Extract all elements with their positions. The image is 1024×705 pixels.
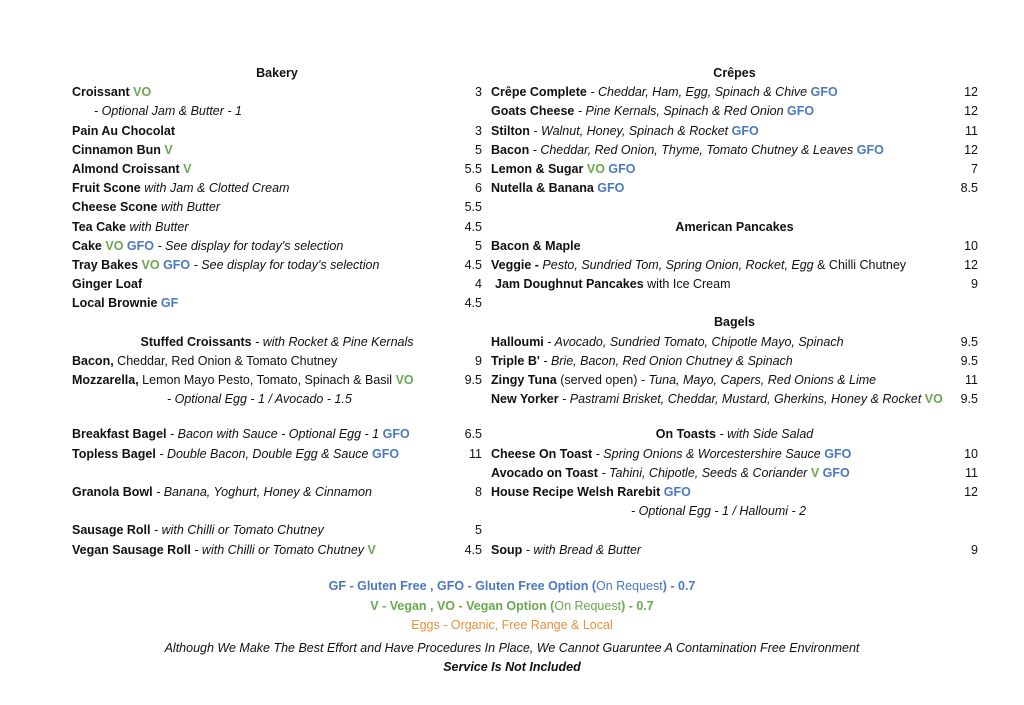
menu-item-line bbox=[491, 258, 906, 272]
menu-item-line bbox=[72, 220, 189, 234]
menu-item-price: 4 bbox=[475, 277, 482, 292]
menu-item-price: 3 bbox=[475, 85, 482, 100]
crepes-heading: Crêpes bbox=[713, 66, 756, 80]
menu-item-name: Zingy Tuna bbox=[491, 373, 557, 387]
menu-item-name: Vegan Sausage Roll bbox=[72, 542, 191, 557]
menu-item-line bbox=[72, 485, 372, 499]
dietary-tag: V bbox=[810, 465, 820, 480]
menu-item-price: 9 bbox=[971, 542, 978, 557]
option-note bbox=[72, 102, 482, 121]
menu-item-price: 10 bbox=[964, 238, 978, 253]
menu-item-price: 5 bbox=[475, 238, 482, 253]
menu-item-line bbox=[491, 277, 731, 291]
menu-item-name: Avocado on Toast bbox=[491, 465, 598, 480]
menu-item-name: Stilton bbox=[491, 123, 530, 138]
menu-item-price: 11 bbox=[965, 123, 978, 138]
toasts-heading-desc: - with Side Salad bbox=[719, 427, 814, 442]
menu-item-price: 6 bbox=[475, 181, 482, 196]
menu-item-price: 9.5 bbox=[960, 334, 978, 349]
menu-item-name: Cheese Scone bbox=[72, 200, 158, 215]
menu-item-line bbox=[72, 277, 142, 291]
menu-item-price: 12 bbox=[964, 484, 978, 499]
menu-item-desc: - Pine Kernals, Spinach & Red Onion bbox=[577, 104, 784, 119]
toasts-heading-title: On Toasts bbox=[655, 427, 716, 442]
option-note bbox=[72, 390, 482, 409]
menu-item-plain: & Chilli Chutney bbox=[817, 257, 907, 272]
soup-list bbox=[491, 541, 978, 560]
menu-item-name: Cheese On Toast bbox=[491, 446, 593, 461]
bagels-list bbox=[491, 333, 978, 410]
menu-item-name: Veggie - bbox=[491, 257, 539, 272]
menu-item-line bbox=[72, 523, 324, 537]
menu-item-name: Crêpe Complete bbox=[491, 85, 587, 100]
menu-item-price: 4.5 bbox=[464, 219, 482, 234]
menu-item-desc: - Double Bacon, Double Egg & Sauce bbox=[159, 446, 369, 461]
menu-item bbox=[72, 352, 482, 371]
menu-item bbox=[72, 179, 482, 198]
menu-item-price: 11 bbox=[965, 373, 978, 387]
menu-item-line bbox=[72, 427, 410, 441]
option-note-text: - Optional Jam & Butter - 1 bbox=[94, 104, 242, 119]
menu-item bbox=[491, 179, 978, 198]
dietary-tag: V bbox=[164, 142, 173, 157]
menu-item-price: 4.5 bbox=[464, 296, 482, 311]
menu-item-desc: - Walnut, Honey, Spinach & Rocket bbox=[533, 123, 729, 138]
dietary-tag: GFO bbox=[731, 123, 759, 138]
service-note: Service Is Not Included bbox=[443, 660, 581, 674]
menu-item-name: Soup bbox=[491, 542, 523, 557]
dietary-tag: GFO bbox=[824, 446, 852, 461]
menu-item-name: Goats Cheese bbox=[491, 104, 575, 119]
menu-item-desc: Pesto, Sundried Tom, Spring Onion, Rocket, Egg bbox=[542, 257, 814, 272]
menu-item bbox=[72, 83, 482, 102]
menu-item-line bbox=[72, 124, 175, 138]
menu-item-desc: - with Chilli or Tomato Chutney bbox=[194, 542, 365, 557]
menu-item-name: Pain Au Chocolat bbox=[72, 123, 176, 138]
menu-item-line bbox=[72, 543, 376, 557]
menu-item bbox=[491, 275, 978, 294]
eggs-legend: Eggs - Organic, Free Range & Local bbox=[411, 618, 613, 632]
menu-item-desc: - with Bread & Butter bbox=[525, 542, 642, 557]
menu-item-line bbox=[72, 85, 151, 99]
menu-item bbox=[72, 160, 482, 179]
menu-item-line bbox=[72, 143, 173, 157]
menu-item bbox=[491, 102, 978, 121]
menu-item-name: Halloumi bbox=[491, 334, 544, 349]
menu-item bbox=[491, 390, 978, 409]
menu-item-line bbox=[491, 543, 641, 557]
menu-item-price: 5.5 bbox=[464, 161, 482, 176]
dietary-tag: GF bbox=[160, 296, 179, 311]
menu-item-name: Triple B' bbox=[491, 353, 540, 368]
menu-item-desc: - Pastrami Brisket, Cheddar, Mustard, Gherkins, Honey & Rocket bbox=[562, 392, 922, 407]
menu-item bbox=[72, 256, 482, 275]
menu-item bbox=[72, 445, 482, 464]
menu-item-name: House Recipe Welsh Rarebit bbox=[491, 484, 661, 499]
menu-item bbox=[491, 237, 978, 256]
toasts-list bbox=[491, 445, 978, 522]
menu-item-desc: - Cheddar, Red Onion, Thyme, Tomato Chutney & Leaves bbox=[532, 142, 854, 157]
menu-item-line bbox=[491, 143, 884, 157]
crepes-list bbox=[491, 83, 978, 198]
menu-item-name: Croissant bbox=[72, 85, 130, 100]
menu-item-plain: (served open) bbox=[560, 373, 638, 387]
menu-item-plain: Cheddar, Red Onion & Tomato Chutney bbox=[117, 353, 338, 368]
menu-item-desc: - Spring Onions & Worcestershire Sauce bbox=[595, 446, 821, 461]
menu-item-name: Mozzarella, bbox=[72, 373, 139, 387]
menu-item-plain: Lemon Mayo Pesto, Tomato, Spinach & Basil bbox=[142, 373, 393, 387]
dietary-tag: GFO bbox=[810, 85, 838, 100]
menu-item-price: 9.5 bbox=[960, 392, 978, 407]
menu-item-price: 5.5 bbox=[464, 200, 482, 215]
menu-item bbox=[491, 160, 978, 179]
option-note-text: - Optional Egg - 1 / Halloumi - 2 bbox=[631, 504, 807, 519]
menu-item-line bbox=[491, 104, 814, 118]
menu-item-desc: with Jam & Clotted Cream bbox=[144, 181, 290, 196]
menu-item bbox=[491, 256, 978, 275]
menu-item-desc: - Brie, Bacon, Red Onion Chutney & Spinach bbox=[543, 353, 793, 368]
menu-item-line bbox=[491, 335, 844, 349]
menu-item-price: 12 bbox=[964, 257, 978, 272]
dietary-tag: V bbox=[367, 542, 376, 557]
menu-item-price: 5 bbox=[475, 523, 482, 538]
menu-item-price: 11 bbox=[965, 465, 978, 480]
stuffed-list bbox=[72, 352, 482, 410]
menu-item-name: Topless Bagel bbox=[72, 446, 156, 461]
pancakes-heading: American Pancakes bbox=[675, 219, 794, 234]
menu-item-desc: - See display for today's selection bbox=[193, 257, 380, 272]
menu-item bbox=[491, 541, 978, 560]
menu-item-name: Jam Doughnut Pancakes bbox=[495, 277, 644, 292]
menu-item-desc: - Banana, Yoghurt, Honey & Cinnamon bbox=[156, 484, 372, 499]
menu-item-name: Cake bbox=[72, 238, 102, 253]
menu-item bbox=[491, 122, 978, 141]
breakfast-list bbox=[72, 425, 482, 463]
menu-item-name: Ginger Loaf bbox=[72, 277, 143, 292]
dietary-tag: VO bbox=[586, 161, 605, 176]
menu-item-line bbox=[72, 296, 178, 310]
menu-item-line bbox=[491, 124, 759, 138]
pancakes-list bbox=[491, 237, 978, 295]
menu-item-name: Tray Bakes bbox=[72, 257, 139, 272]
menu-item-price: 9 bbox=[475, 353, 482, 368]
menu-item-desc: with Butter bbox=[129, 219, 189, 234]
allergen-legend bbox=[0, 577, 1024, 678]
menu-item-price: 3 bbox=[475, 123, 482, 138]
menu-item bbox=[72, 541, 482, 560]
menu-item-name: Bacon bbox=[491, 142, 530, 157]
menu-item-line bbox=[72, 239, 343, 253]
menu-item-line bbox=[491, 181, 624, 195]
stuffed-heading-desc: - with Rocket & Pine Kernals bbox=[255, 334, 414, 349]
menu-item bbox=[72, 198, 482, 217]
menu-item bbox=[72, 483, 482, 502]
menu-item-line bbox=[72, 258, 379, 272]
menu-item-desc: - with Chilli or Tomato Chutney bbox=[153, 523, 324, 538]
dietary-tag: GFO bbox=[163, 257, 191, 272]
menu-item bbox=[72, 371, 482, 390]
right-menu-column bbox=[491, 64, 978, 560]
menu-item-line bbox=[72, 354, 337, 368]
dietary-tag: GFO bbox=[822, 465, 850, 480]
menu-item bbox=[491, 141, 978, 160]
dietary-tag: VO bbox=[141, 257, 160, 272]
menu-item bbox=[491, 371, 978, 390]
menu-item bbox=[491, 445, 978, 464]
menu-item-desc: - Tahini, Chipotle, Seeds & Coriander bbox=[601, 465, 808, 480]
menu-item-name: Breakfast Bagel bbox=[72, 427, 167, 442]
left-menu-column bbox=[72, 64, 482, 560]
menu-item-desc: - Avocado, Sundried Tomato, Chipotle Mayo, Spinach bbox=[547, 334, 844, 349]
menu-item-price: 12 bbox=[964, 104, 978, 119]
menu-item-line bbox=[491, 392, 943, 406]
menu-item bbox=[72, 218, 482, 237]
dietary-tag: VO bbox=[395, 373, 414, 387]
menu-item-name: Bacon, bbox=[72, 353, 114, 368]
menu-item-plain: with Ice Cream bbox=[647, 277, 731, 292]
menu-item-line bbox=[72, 447, 399, 461]
menu-item-price: 6.5 bbox=[464, 427, 482, 442]
dietary-tag: GFO bbox=[787, 104, 815, 119]
menu-item-name: Granola Bowl bbox=[72, 484, 153, 499]
menu-item bbox=[72, 294, 482, 313]
menu-item-line bbox=[491, 466, 850, 480]
menu-item-price: 9 bbox=[971, 277, 978, 292]
menu-item-price: 8.5 bbox=[960, 181, 978, 196]
menu-item bbox=[491, 333, 978, 352]
menu-item-price: 9.5 bbox=[960, 353, 978, 368]
dietary-tag: V bbox=[183, 161, 192, 176]
menu-item-line bbox=[72, 373, 414, 387]
dietary-tag: GFO bbox=[856, 142, 884, 157]
toasts-heading bbox=[491, 425, 978, 444]
menu-item bbox=[491, 352, 978, 371]
bakery-heading: Bakery bbox=[256, 66, 298, 80]
menu-item-name: Almond Croissant bbox=[72, 161, 180, 176]
menu-item bbox=[72, 122, 482, 141]
contamination-disclaimer: Although We Make The Best Effort and Have Procedures In Place, We Cannot Guaruntee A Contamination Free Environment bbox=[164, 640, 860, 655]
menu-item-line bbox=[491, 485, 691, 499]
menu-item-desc: - Cheddar, Ham, Egg, Spinach & Chive bbox=[590, 85, 808, 100]
bagels-heading: Bagels bbox=[714, 315, 755, 330]
menu-item-desc: - See display for today's selection bbox=[157, 238, 344, 253]
menu-item-line bbox=[72, 181, 289, 195]
dietary-tag: GFO bbox=[608, 161, 636, 176]
menu-item-name: Fruit Scone bbox=[72, 181, 141, 196]
rolls-list bbox=[72, 521, 482, 559]
menu-item-name: New Yorker bbox=[491, 392, 559, 407]
menu-item-name: Lemon & Sugar bbox=[491, 161, 584, 176]
menu-item-price: 4.5 bbox=[464, 542, 482, 557]
menu-item-price: 11 bbox=[469, 446, 482, 461]
dietary-tag: VO bbox=[133, 85, 152, 100]
menu-item-price: 7 bbox=[971, 161, 978, 176]
option-note bbox=[491, 502, 978, 521]
menu-item-name: Bacon & Maple bbox=[491, 238, 581, 253]
menu-item-name: Nutella & Banana bbox=[491, 181, 594, 196]
menu-item-name: Local Brownie bbox=[72, 296, 158, 311]
stuffed-croissants-heading bbox=[72, 333, 482, 352]
menu-item bbox=[72, 237, 482, 256]
menu-item-line bbox=[72, 162, 191, 176]
menu-item-line bbox=[491, 373, 876, 387]
menu-item-price: 12 bbox=[964, 85, 978, 100]
dietary-tag: GFO bbox=[126, 238, 155, 253]
dietary-tag: VO bbox=[924, 392, 943, 407]
menu-item bbox=[491, 483, 978, 502]
menu-item-price: 12 bbox=[964, 142, 978, 157]
stuffed-heading-title: Stuffed Croissants bbox=[140, 334, 252, 349]
vegan-legend: V - Vegan , VO - Vegan Option (On Request) - 0.7 bbox=[370, 598, 654, 613]
menu-item-name: Tea Cake bbox=[72, 219, 126, 234]
menu-item bbox=[491, 464, 978, 483]
option-note-text: - Optional Egg - 1 / Avocado - 1.5 bbox=[167, 392, 352, 407]
menu-item-line bbox=[491, 162, 636, 176]
menu-item-price: 10 bbox=[964, 446, 978, 461]
menu-item-desc: - Bacon with Sauce - Optional Egg - 1 bbox=[169, 427, 380, 442]
dietary-tag: GFO bbox=[663, 484, 691, 499]
menu-item-desc: - Tuna, Mayo, Capers, Red Onions & Lime bbox=[640, 373, 877, 387]
menu-item-price: 5 bbox=[475, 142, 482, 157]
menu-item-line bbox=[491, 239, 581, 253]
menu-item bbox=[72, 141, 482, 160]
dietary-tag: GFO bbox=[371, 446, 400, 461]
granola-list bbox=[72, 483, 482, 502]
gluten-legend: GF - Gluten Free , GFO - Gluten Free Option (On Request) - 0.7 bbox=[328, 579, 696, 593]
menu-item bbox=[72, 425, 482, 444]
menu-item-line bbox=[72, 200, 220, 214]
menu-item-desc: with Butter bbox=[160, 200, 221, 215]
menu-item-price: 8 bbox=[475, 484, 482, 499]
menu-item bbox=[491, 83, 978, 102]
menu-item-line bbox=[491, 447, 851, 461]
menu-item-name: Cinnamon Bun bbox=[72, 142, 161, 157]
menu-item-price: 4.5 bbox=[464, 257, 482, 272]
bakery-list bbox=[72, 83, 482, 313]
menu-item-line bbox=[491, 85, 838, 99]
menu-item bbox=[72, 275, 482, 294]
menu-item-price: 9.5 bbox=[464, 373, 482, 387]
menu-item bbox=[72, 521, 482, 540]
dietary-tag: GFO bbox=[382, 427, 410, 442]
dietary-tag: VO bbox=[105, 238, 124, 253]
menu-item-name: Sausage Roll bbox=[72, 523, 151, 538]
dietary-tag: GFO bbox=[597, 181, 625, 196]
menu-item-line bbox=[491, 354, 793, 368]
